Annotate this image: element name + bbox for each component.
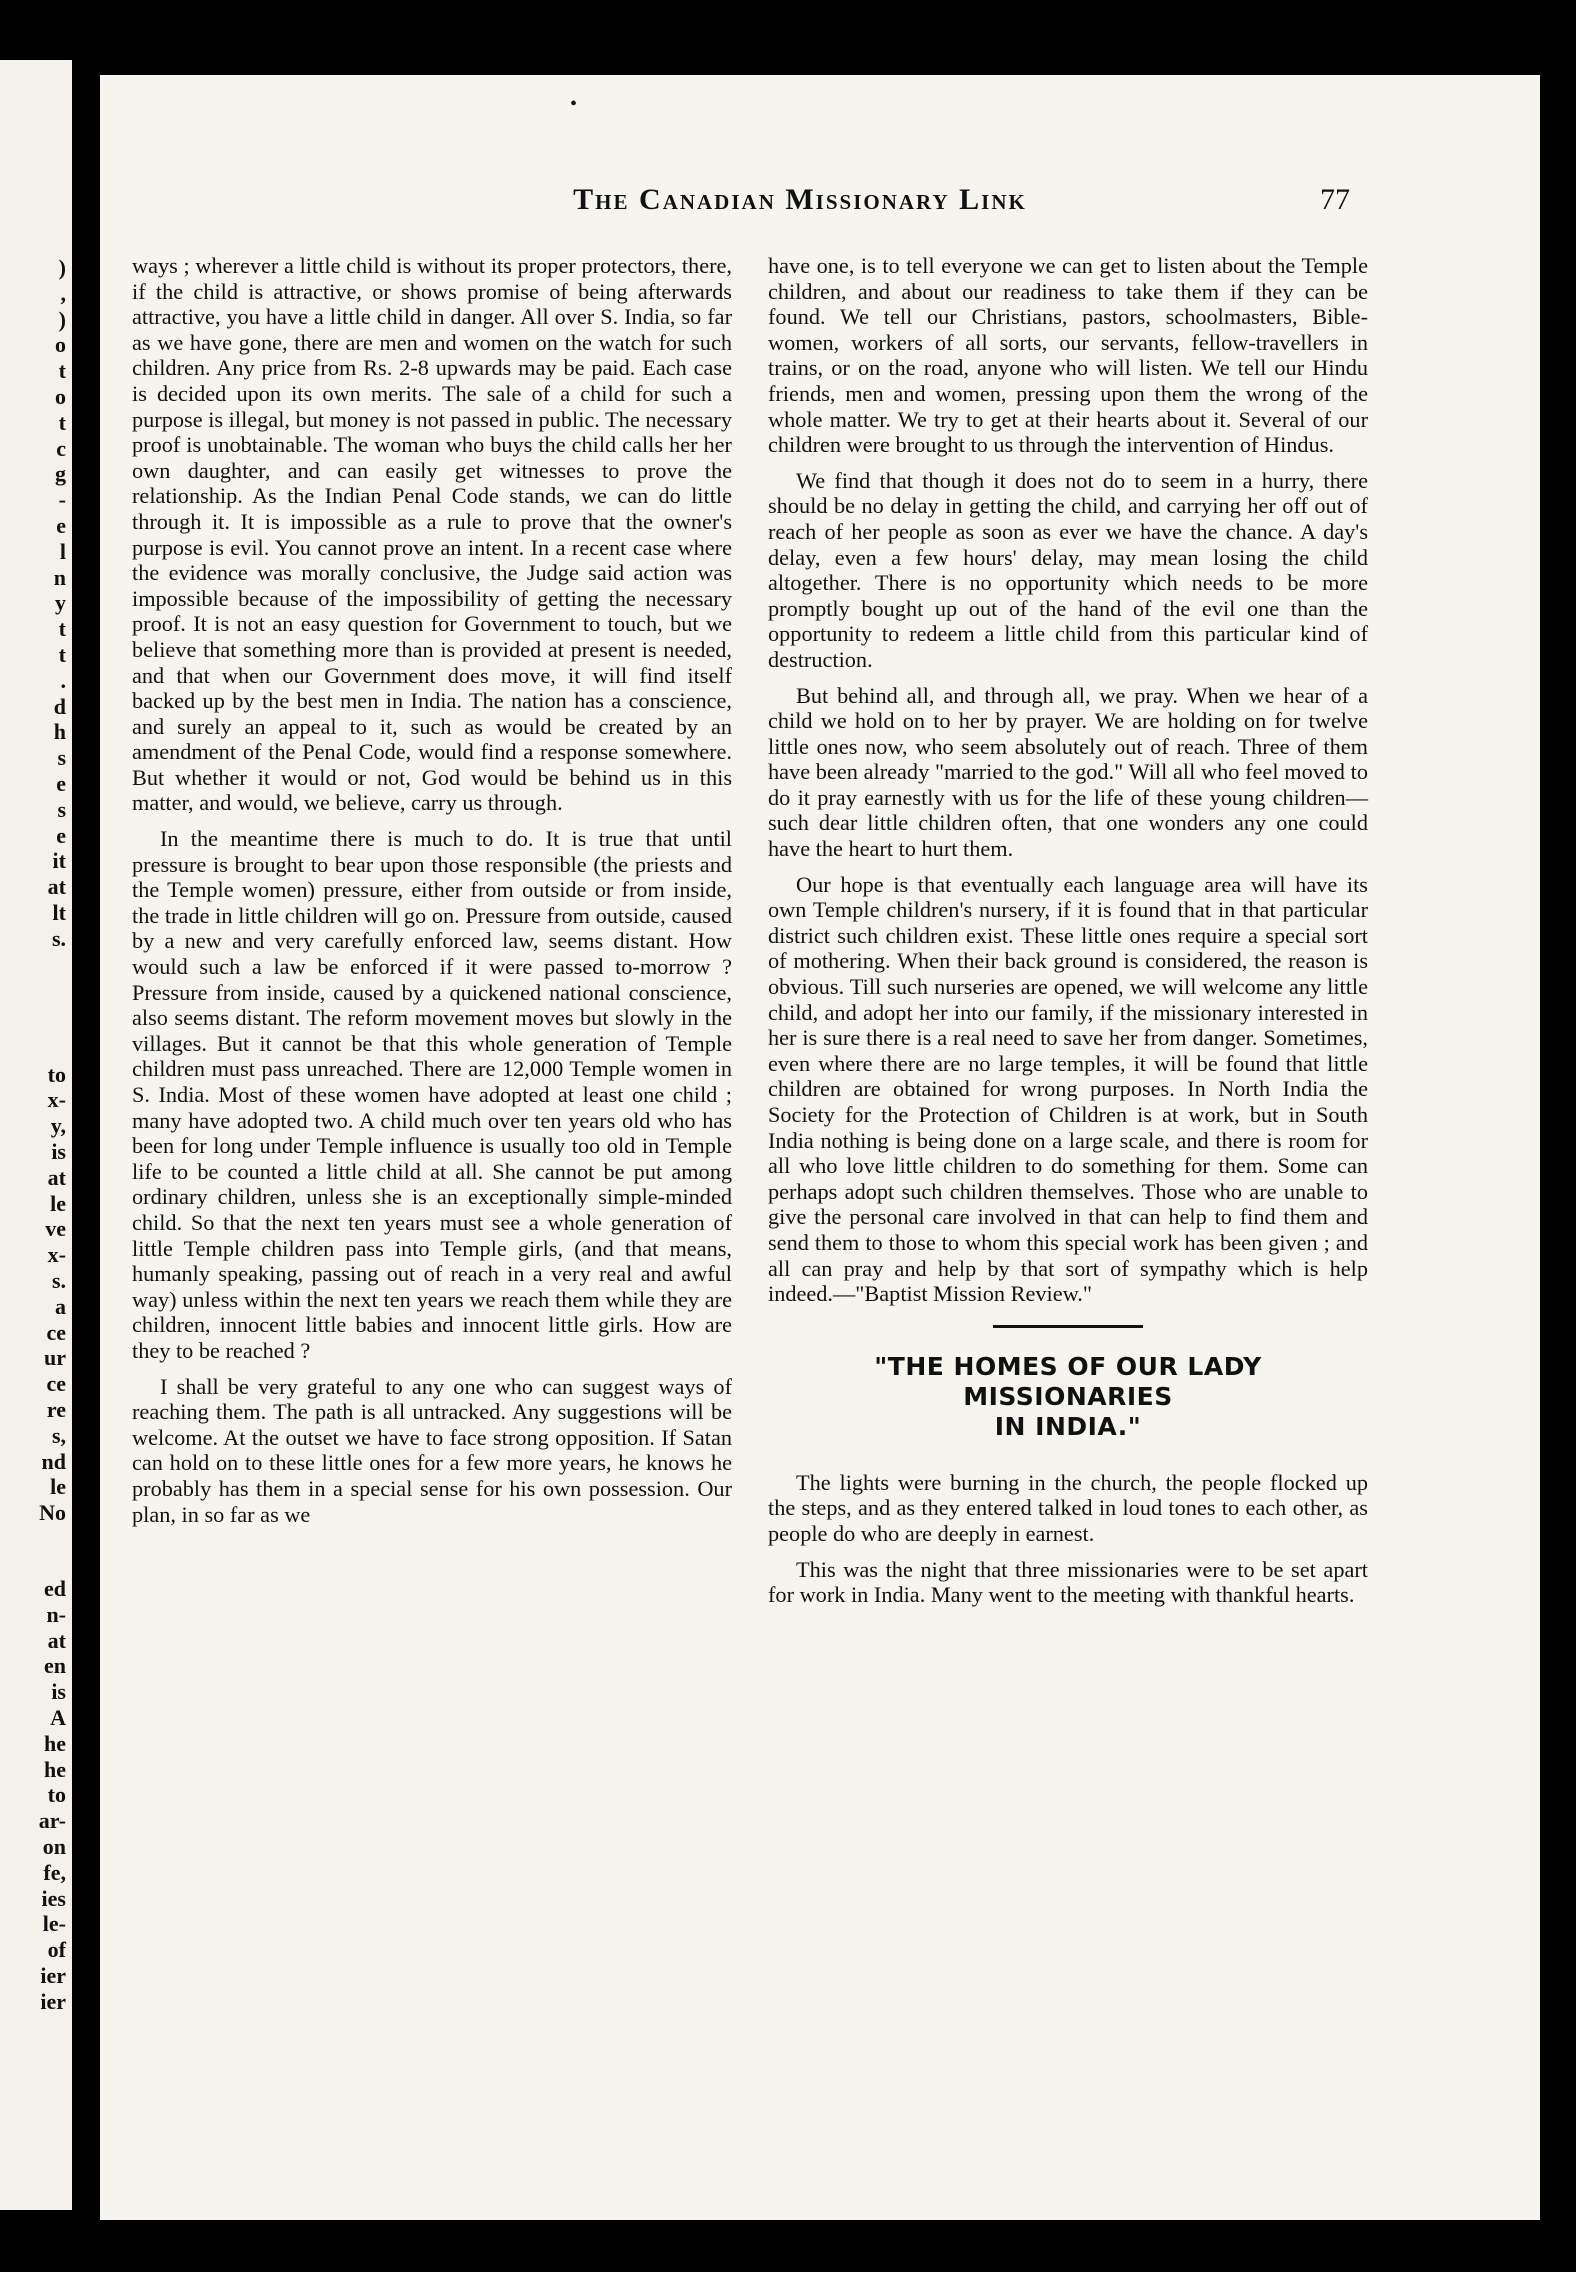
page-number: 77 xyxy=(1320,183,1350,216)
section-title xyxy=(768,1352,1368,1442)
margin-fragment: . xyxy=(60,667,66,693)
margin-fragment: y, xyxy=(50,1113,66,1139)
left-column xyxy=(132,253,732,1537)
margin-fragment: le xyxy=(50,1474,66,1500)
paragraph: Our hope is that eventually each language area will have its own Temple children's nursery, if it is found that in that particular district such children exist. These little ones require a special sort of mothering. When their back ground is considered, the reason is obvious. Till such nurseries are opened, we will welcome any little child, and adopt her into our family, if the missionary interested in her is sure there is a real need to save her from danger. Sometimes, even where there are no large temples, it will be found that little children are obtained for wrong purposes. In North India the Society for the Protection of Children is at work, but in South India nothing is being done on a large scale, and there is room for all who love little children to do something for them. Some can perhaps adopt such children themselves. Those who are unable to give the personal care involved in that can help to find them and send them to those to whom this special work has been given ; and all can pray and help by that sort of sympathy which is help indeed.—"Baptist Mission Review." xyxy=(768,871,1368,1307)
margin-fragment: lt xyxy=(52,900,66,925)
section-title-line: IN INDIA." xyxy=(994,1411,1142,1441)
margin-fragment: h xyxy=(53,719,66,745)
paragraph: But behind all, and through all, we pray. When we hear of a child we hold on to her by prayer. We are holding on for twelve little ones now, who seem absolutely out of reach. Three of them have been already "married to the god." Will all who feel moved to do it pray earnestly with us for the life of these young children—such dear little children often, that one wonders any one could have the heart to hurt them. xyxy=(768,682,1368,862)
margin-fragment: le xyxy=(50,1190,66,1216)
running-title: The Canadian Missionary Link xyxy=(573,183,1027,216)
margin-fragment: ce xyxy=(46,1371,66,1397)
margin-fragment: n xyxy=(53,564,66,590)
margin-fragment: s, xyxy=(51,1422,66,1448)
margin-fragment: fe, xyxy=(43,1859,66,1885)
margin-fragment: t xyxy=(58,642,66,667)
section-title-line: "THE HOMES OF OUR LADY MISSIONARIES xyxy=(874,1351,1262,1411)
margin-fragment: s xyxy=(57,796,66,822)
margin-fragment: ier xyxy=(40,1988,66,2014)
margin-fragment: ier xyxy=(40,1963,66,1988)
margin-fragment: to xyxy=(47,1061,66,1087)
margin-fragment: e xyxy=(56,771,66,796)
margin-fragment: t xyxy=(58,409,66,435)
previous-page-edge xyxy=(0,60,72,2210)
margin-fragment: ur xyxy=(44,1345,66,1371)
margin-fragment: n- xyxy=(46,1601,66,1627)
margin-fragment: on xyxy=(42,1834,66,1859)
margin-fragment: ce xyxy=(46,1319,66,1345)
margin-fragment: ar- xyxy=(38,1808,66,1834)
section-divider xyxy=(993,1325,1143,1328)
ink-mark: • xyxy=(570,93,578,115)
right-column xyxy=(768,253,1368,1618)
margin-fragment: e xyxy=(56,822,66,848)
margin-fragment: s xyxy=(57,745,66,771)
page-header xyxy=(100,183,1540,233)
margin-fragment: o xyxy=(55,332,66,358)
margin-fragment: y xyxy=(55,590,66,616)
margin-fragment: le- xyxy=(42,1911,66,1937)
margin-fragment: t xyxy=(58,358,66,384)
margin-fragment: it xyxy=(52,848,66,874)
margin-fragment: , xyxy=(60,280,66,306)
paragraph: This was the night that three missionaries were to be set apart for work in India. Many went to the meeting with thankful hearts. xyxy=(768,1556,1368,1608)
margin-fragment: ies xyxy=(41,1885,66,1911)
margin-fragment: ve xyxy=(45,1216,66,1242)
margin-fragment: t xyxy=(58,616,66,642)
margin-fragment: of xyxy=(47,1937,66,1963)
margin-fragment: at xyxy=(47,874,66,900)
paragraph: We find that though it does not do to seem in a hurry, there should be no delay in getting the child, and carrying her off out of reach of her people as soon as ever we have the chance. A day's delay, even a few hours' delay, may mean losing the child altogether. There is no opportunity which needs to be more promptly bought up out of the hand of the evil one than the opportunity to redeem a little child from this particular kind of destruction. xyxy=(768,467,1368,672)
margin-fragment: o xyxy=(55,384,66,409)
margin-fragment: s. xyxy=(51,925,66,951)
margin-fragment: No xyxy=(39,1500,66,1526)
margin-fragment: l xyxy=(59,538,66,564)
margin-fragment: A xyxy=(50,1705,66,1730)
margin-fragment: re xyxy=(46,1397,66,1422)
paragraph: In the meantime there is much to do. It is true that until pressure is brought to bear upon those responsible (the priests and the Temple women) pressure, either from outside or from inside, the trade in little children will go on. Pressure from outside, caused by a new and very carefully enforced law, seems distant. How would such a law be enforced if it were passed to-morrow ? Pressure from inside, caused by a quickened national conscience, also seems distant. The reform movement moves but slowly in the villages. But it cannot be that this whole generation of Temple children must pass unreached. There are 12,000 Temple women in S. India. Most of these women have adopted at least one child ; many have adopted two. A child much over ten years old who has been for long under Temple influence is usually too old in Temple life to be counted a little child at all. She cannot be put among ordinary children, unless she is an exceptionally simple-minded child. So that the next ten years must see a whole generation of little Temple children pass into Temple girls, (and that means, humanly speaking, passing out of reach in a very real and awful way) unless within the next ten years we reach them while they are children, innocent little babies and innocent little girls. How are they to be reached ? xyxy=(132,826,732,1363)
margin-fragment: ) xyxy=(58,306,66,332)
document-page xyxy=(100,75,1540,2220)
margin-fragment: at xyxy=(47,1627,66,1653)
margin-fragment: to xyxy=(47,1782,66,1808)
margin-fragment: a xyxy=(55,1293,66,1319)
margin-fragment: c xyxy=(56,435,66,461)
margin-fragment: ed xyxy=(44,1576,66,1601)
margin-fragment: he xyxy=(44,1730,66,1756)
margin-fragment: at xyxy=(47,1164,66,1190)
margin-fragment: e xyxy=(56,513,66,538)
paragraph: The lights were burning in the church, the people flocked up the steps, and as they entered talked in loud tones to each other, as people do who are deeply in earnest. xyxy=(768,1469,1368,1546)
margin-fragment: - xyxy=(58,487,66,513)
margin-fragment: is xyxy=(51,1679,66,1705)
margin-fragment: en xyxy=(44,1653,66,1679)
paragraph: I shall be very grateful to any one who can suggest ways of reaching them. The path is all untracked. Any suggestions will be welcome. At the outset we have to face strong opposition. If Satan can hold on to these little ones for a few more years, he knows he probably has them in a special sense for his own possession. Our plan, in so far as we xyxy=(132,1373,732,1527)
margin-fragment: nd xyxy=(41,1448,66,1474)
margin-fragment: he xyxy=(44,1756,66,1782)
paragraph: have one, is to tell everyone we can get to listen about the Temple children, and about our readiness to take them if they can be found. We tell our Christians, pastors, schoolmasters, Bible-women, workers of all sorts, our servants, fellow-travellers in trains, or on the road, anyone who will listen. We tell our Hindu friends, men and women, pressing upon them the wrong of the whole matter. We try to get at their hearts about it. Several of our children were brought to us through the intervention of Hindus. xyxy=(768,253,1368,458)
margin-fragment: x- xyxy=(47,1087,66,1113)
margin-fragment: is xyxy=(51,1139,66,1164)
paragraph: ways ; wherever a little child is without its proper protectors, there, if the child is attractive, or shows promise of being afterwards attractive, you have a little child in danger. All over S. India, so far as we have gone, there are men and women on the watch for such children. Any price from Rs. 2-8 upwards may be paid. Each case is decided upon its own merits. The sale of a child for such a purpose is illegal, but money is not passed in public. The necessary proof is unobtainable. The woman who buys the child calls her her own daughter, and can easily get witnesses to prove the relationship. As the Indian Penal Code stands, we can do little through it. It is impossible as a rule to prove that the owner's purpose is evil. You cannot prove an intent. In a recent case where the evidence was morally conclusive, the Judge said action was impossible because of the impossibility of getting the necessary proof. It is not an easy question for Government to touch, but we believe that something more than is provided at present is needed, and that when our Government does move, it will find itself backed up by the best men in India. The nation has a conscience, and surely an appeal to it, such as would be created by an amendment of the Penal Code, would find a response somewhere. But whether it would or not, God would be behind us in this matter, and would, we believe, carry us through. xyxy=(132,253,732,816)
margin-fragment: ) xyxy=(58,255,66,280)
margin-fragment: g xyxy=(55,461,66,487)
margin-fragment: d xyxy=(53,693,66,719)
margin-fragment: s. xyxy=(51,1268,66,1293)
margin-fragment: x- xyxy=(47,1242,66,1268)
